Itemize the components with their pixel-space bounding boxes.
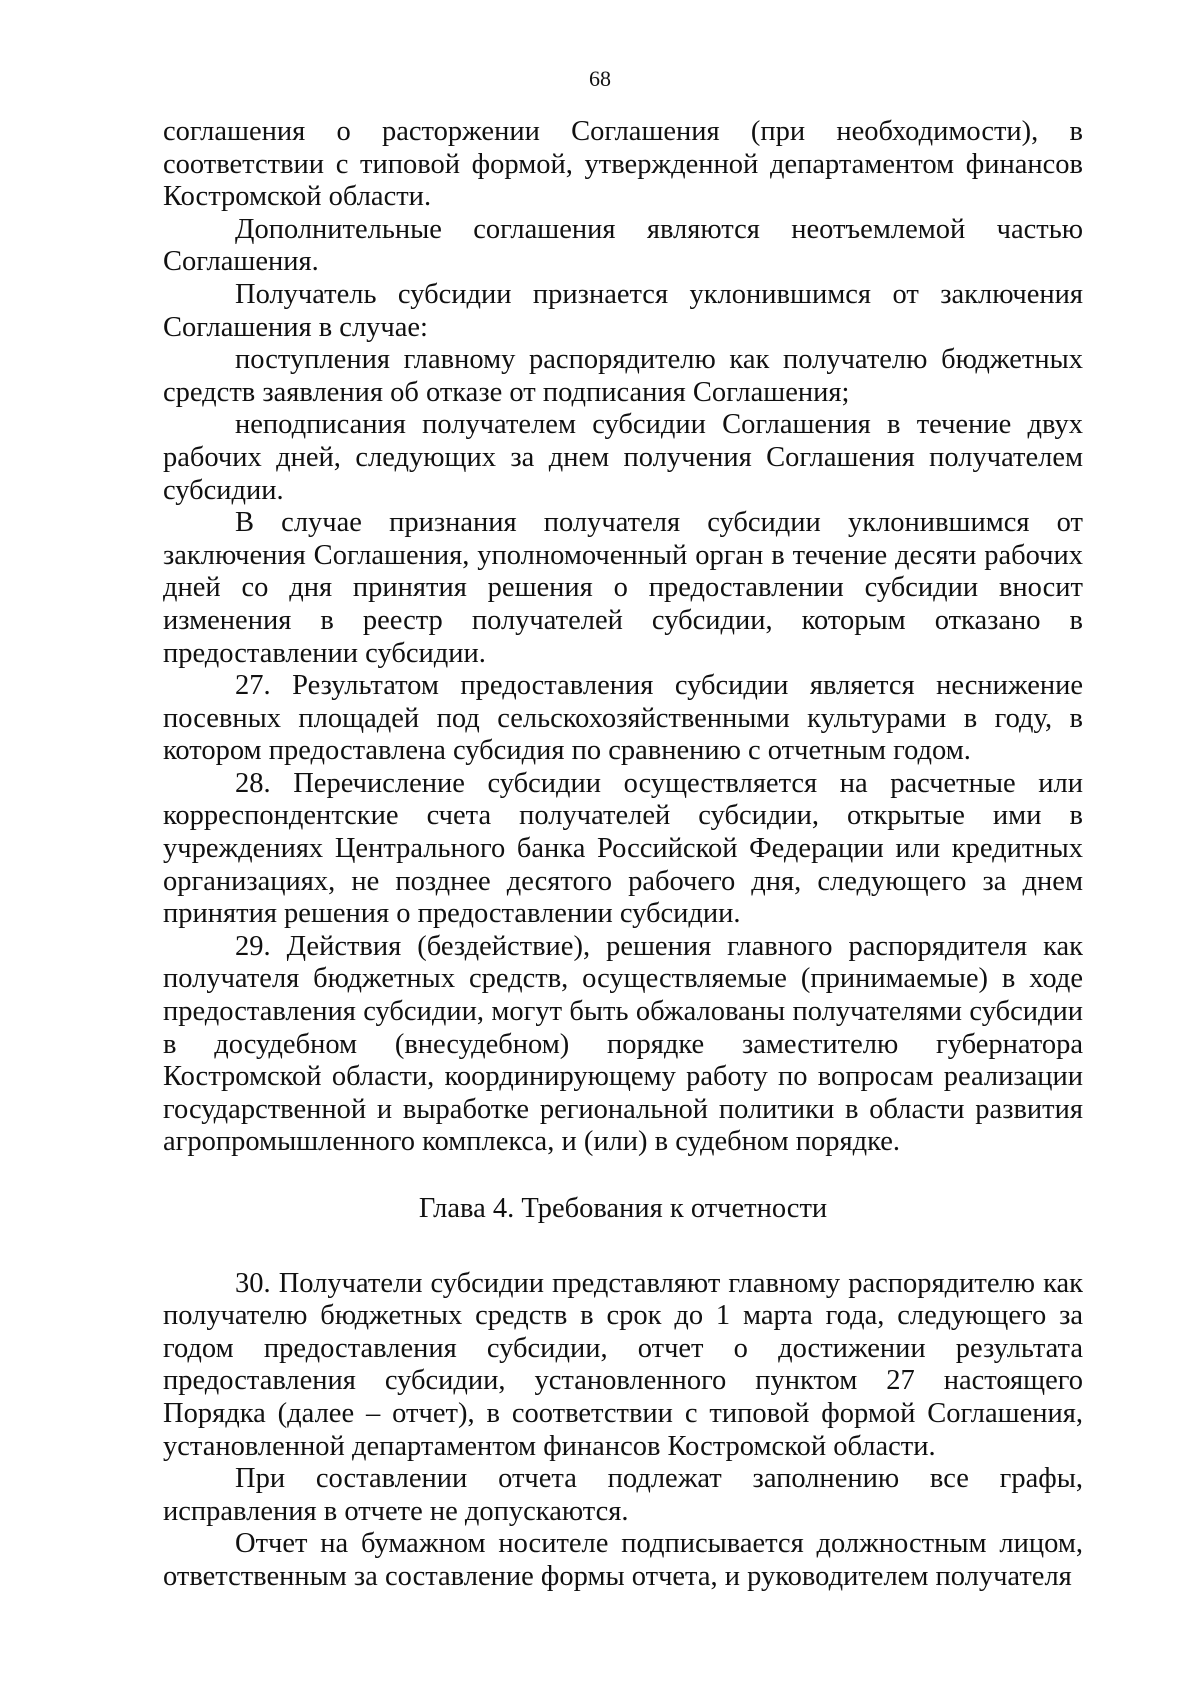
document-body xyxy=(163,116,1083,1594)
paragraph: Дополнительные соглашения являются неотъемлемой частью Соглашения. xyxy=(163,213,1083,278)
paragraph: поступления главному распорядителю как получателю бюджетных средств заявления об отказе от подписания Соглашения; xyxy=(163,344,1083,408)
paragraph-item-29: 29. Действия (бездействие), решения главного распорядителя как получателя бюджетных средств, осуществляемые (принимаемые) в ходе предоставления субсидии, могут быть обжалованы получателями субсидии в досудебном (внесудебном) порядке заместителю губернатора Костромской области, координирующему работу по вопросам реализации государственной и выработке региональной политики в области развития агропромышленного комплекса, и (или) в судебном порядке. xyxy=(163,930,1083,1158)
chapter-heading: Глава 4. Требования к отчетности xyxy=(418,1193,828,1224)
paragraph-item-30: 30. Получатели субсидии представляют главному распорядителю как получателю бюджетных средств в срок до 1 марта года, следующего за годом предоставления субсидии, отчет о достижении результата предоставления субсидии, установленного пунктом 27 настоящего Порядка (далее – отчет), в соответствии с типовой формой Соглашения, установленной департаментом финансов Костромской области. xyxy=(163,1267,1083,1462)
paragraph-item-28: 28. Перечисление субсидии осуществляется на расчетные или корреспондентские счета получателей субсидии, открытые ими в учреждениях Центрального банка Российской Федерации или кредитных организациях, не позднее десятого рабочего дня, следующего за днем принятия решения о предоставлении субсидии. xyxy=(163,767,1083,930)
paragraph: Отчет на бумажном носителе подписывается должностным лицом, ответственным за составление формы отчета, и руководителем получателя xyxy=(163,1528,1083,1592)
paragraph: неподписания получателем субсидии Соглашения в течение двух рабочих дней, следующих за днем получения Соглашения получателем субсидии. xyxy=(163,409,1083,506)
page-number: 68 xyxy=(589,66,611,91)
paragraph: соглашения о расторжении Соглашения (при необходимости), в соответствии с типовой формой, утвержденной департаментом финансов Костромской области. xyxy=(163,116,1083,213)
paragraph: Получатель субсидии признается уклонившимся от заключения Соглашения в случае: xyxy=(163,278,1083,343)
paragraph-item-27: 27. Результатом предоставления субсидии является неснижение посевных площадей под сельскохозяйственными культурами в году, в котором предоставлена субсидия по сравнению с отчетным годом. xyxy=(163,670,1083,767)
paragraph: При составлении отчета подлежат заполнению все графы, исправления в отчете не допускаются. xyxy=(163,1463,1083,1527)
paragraph: В случае признания получателя субсидии уклонившимся от заключения Соглашения, уполномоченный орган в течение десяти рабочих дней со дня принятия решения о предоставлении субсидии вносит изменения в реестр получателей субсидии, которым отказано в предоставлении субсидии. xyxy=(163,507,1083,669)
